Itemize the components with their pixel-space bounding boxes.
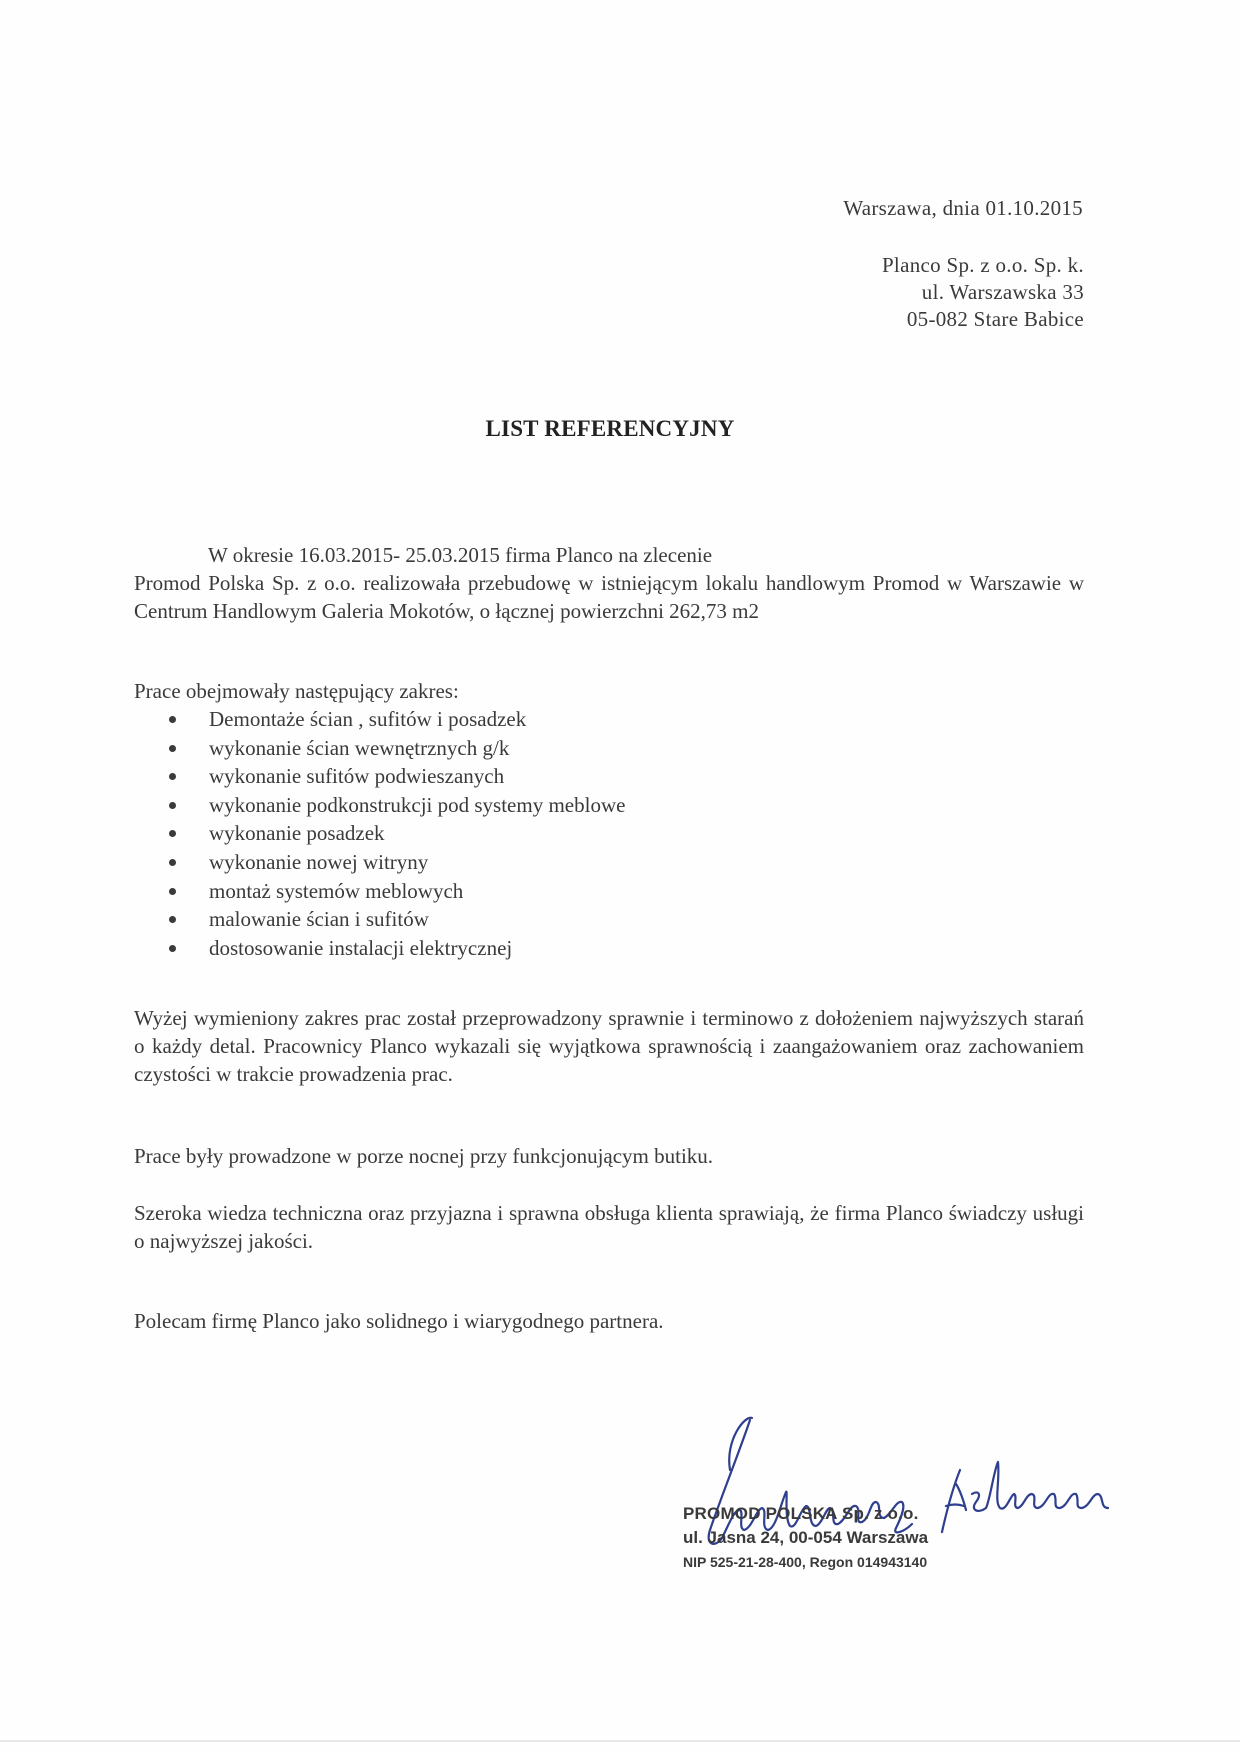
recipient-address [882,252,1084,333]
date-line: Warszawa, dnia 01.10.2015 [843,196,1083,220]
scope-list [165,705,625,962]
knowledge-paragraph: Szeroka wiedza techniczna oraz przyjazna i sprawna obsługa klienta sprawiają, że firma Planco świadczy usługi o najwyższej jakości. [134,1201,1084,1253]
bullet-icon [169,802,176,809]
scope-intro: Prace obejmowały następujący zakres: [134,679,459,703]
bullet-icon [169,773,176,780]
list-item: wykonanie nowej witryny [165,848,625,877]
bullet-icon [169,859,176,866]
intro-first-line: W okresie 16.03.2015- 25.03.2015 firma Planco na zlecenie [208,543,713,567]
bullet-icon [169,888,176,895]
list-item: wykonanie ścian wewnętrznych g/k [165,734,625,763]
recipient-city: 05-082 Stare Babice [906,307,1084,331]
bullet-icon [169,745,176,752]
bullet-icon [169,945,176,952]
document-title: LIST REFERENCYJNY [485,416,735,441]
night-work-paragraph: Prace były prowadzone w porze nocnej przy funkcjonującym butiku. [134,1144,714,1168]
list-item: wykonanie sufitów podwieszanych [165,762,625,791]
company-stamp [683,1502,928,1574]
bullet-icon [169,830,176,837]
bullet-icon [169,716,176,723]
quality-paragraph: Wyżej wymieniony zakres prac został przeprowadzony sprawnie i terminowo z dołożeniem najwyższych starań o każdy detal. Pracownicy Planco wykazali się wyjątkowa sprawnością i zaangażowaniem oraz zachowaniem czystości w trakcie prowadzenia prac. [134,1006,1084,1086]
list-item: dostosowanie instalacji elektrycznej [165,934,625,963]
stamp-address: ul. Jasna 24, 00-054 Warszawa [683,1528,929,1547]
stamp-tax-ids: NIP 525-21-28-400, Regon 014943140 [683,1554,928,1570]
intro-rest: Promod Polska Sp. z o.o. realizowała przebudowę w istniejącym lokalu handlowym Promod w Warszawie w Centrum Handlowym Galeria Mokotów, o łącznej powierzchni 262,73 m2 [134,571,1084,623]
list-item: wykonanie podkonstrukcji pod systemy meblowe [165,791,625,820]
bullet-icon [169,916,176,923]
stamp-company-name: PROMOD POLSKA Sp. z o.o. [683,1504,919,1523]
recipient-street: ul. Warszawska 33 [921,280,1084,304]
scan-bottom-edge [0,1740,1240,1742]
intro-paragraph [134,541,1084,625]
list-item: malowanie ścian i sufitów [165,905,625,934]
recipient-company: Planco Sp. z o.o. Sp. k. [881,253,1084,277]
list-item: wykonanie posadzek [165,819,625,848]
recommendation-paragraph: Polecam firmę Planco jako solidnego i wiarygodnego partnera. [134,1309,664,1333]
list-item: Demontaże ścian , sufitów i posadzek [165,705,625,734]
list-item: montaż systemów meblowych [165,877,625,906]
